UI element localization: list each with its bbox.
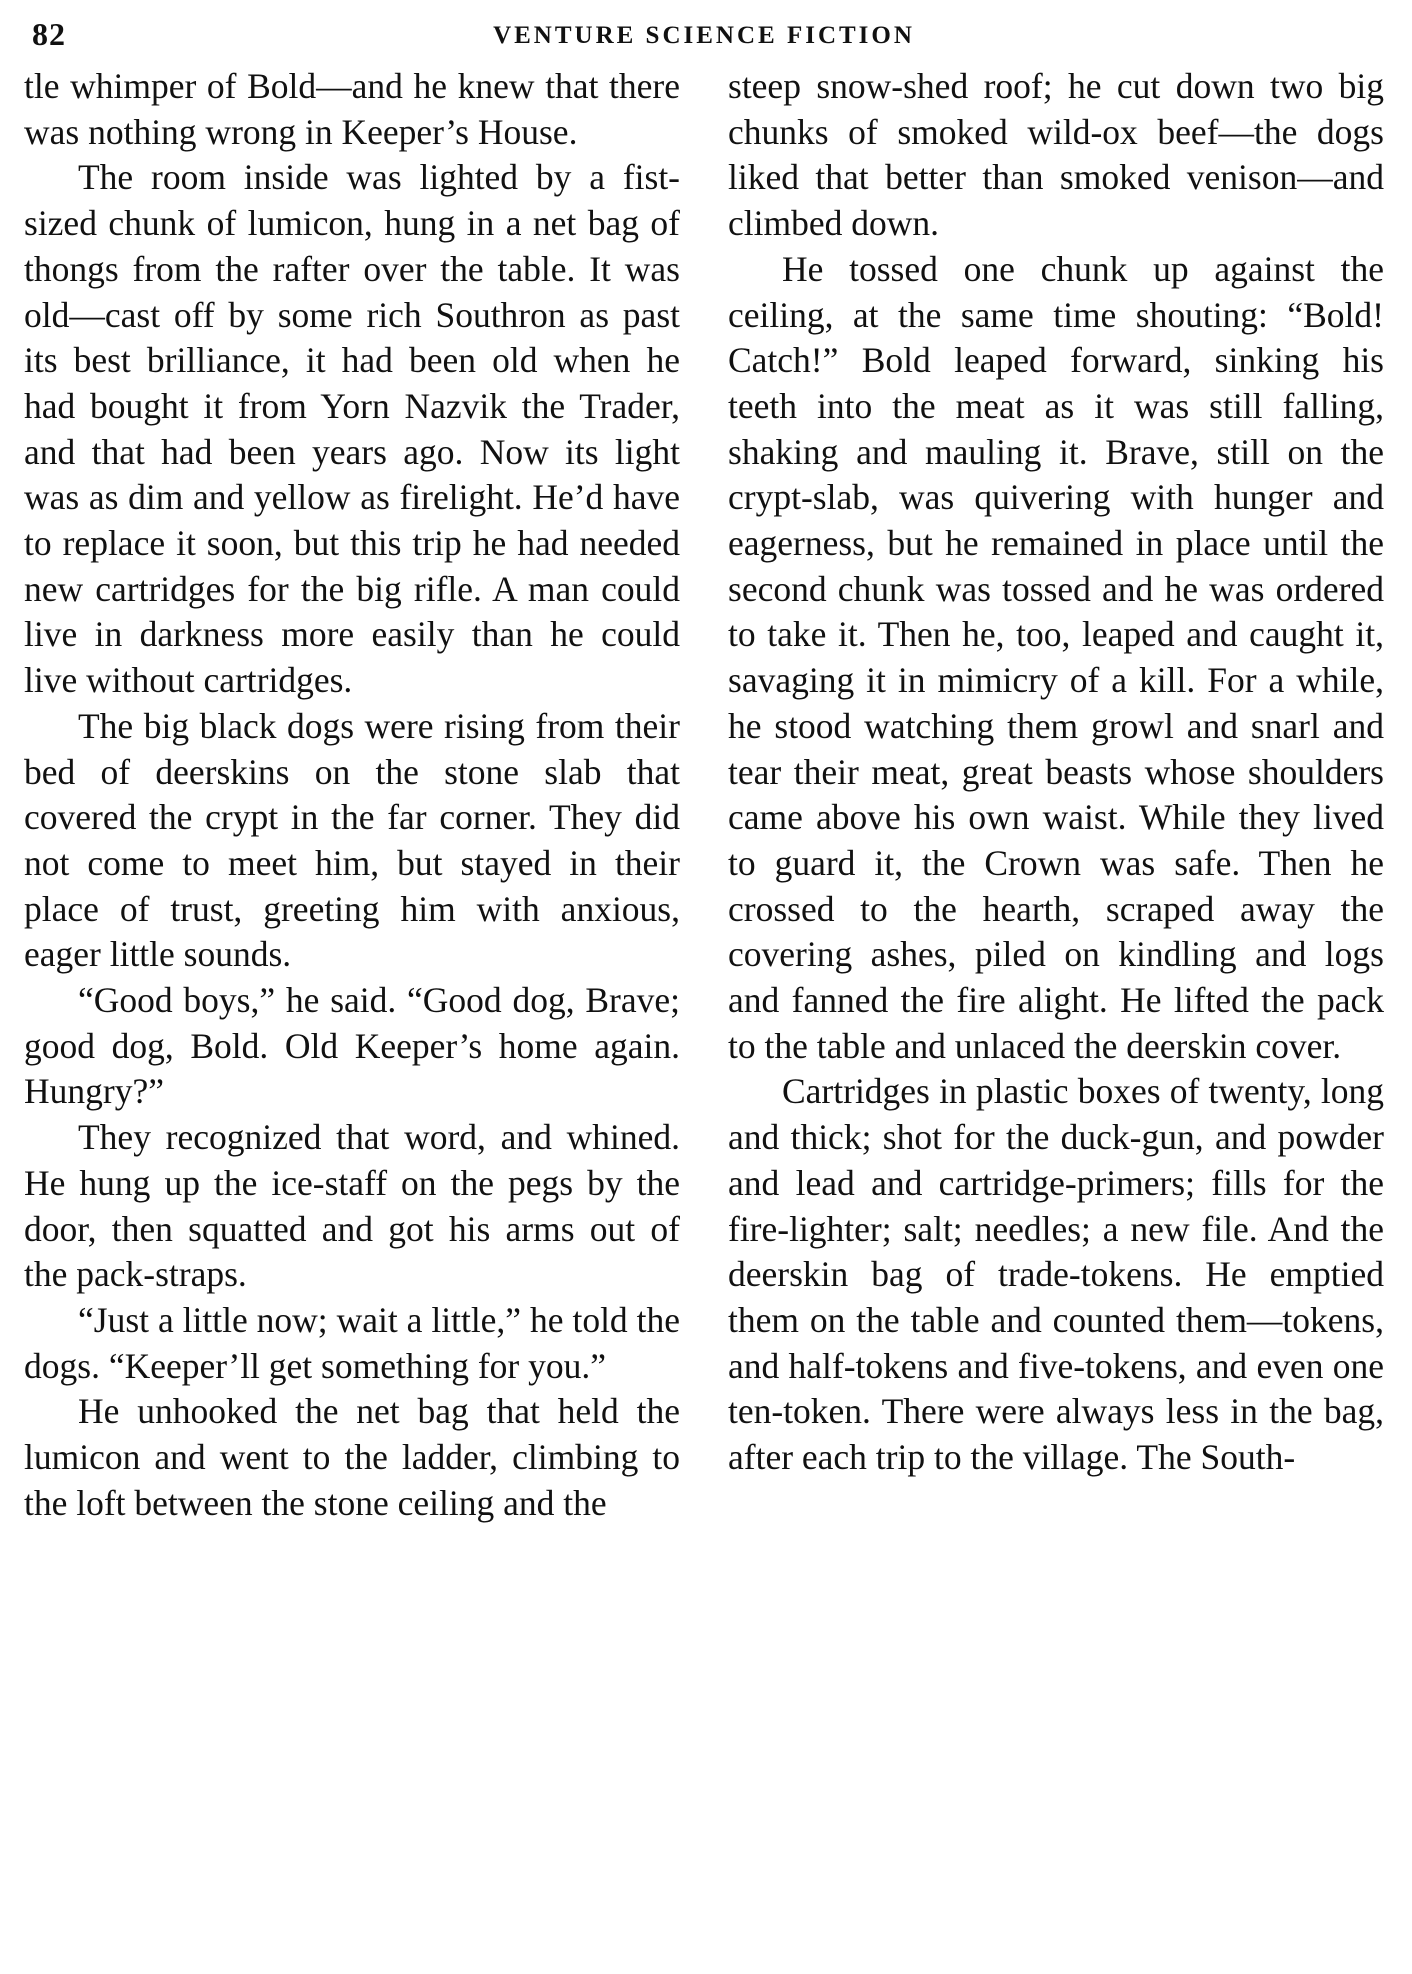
paragraph: “Good boys,” he said. “Good dog, Brave; good dog, Bold. Old Keeper’s home again. Hungry?” <box>24 980 680 1112</box>
paragraph: Cartridges in plastic boxes of twenty, long and thick; shot for the duck-gun, and powder and lead and cartridge-primers; fills for the fire-lighter; salt; needles; a new file. And the deerskin bag of trade-tokens. He emptied them on the table and counted them—tokens, and half-tokens and five-tokens, and even one ten-token. There were always less in the bag, after each trip to the village. The South- <box>728 1071 1384 1478</box>
paragraph: tle whimper of Bold—and he knew that there was nothing wrong in Keeper’s House. <box>24 66 680 152</box>
paragraph: The big black dogs were rising from their bed of deerskins on the stone slab that covered the crypt in the far corner. They did not come to meet him, but stayed in their place of trust, greeting him with anxious, eager little sounds. <box>24 705 680 975</box>
paragraph: steep snow-shed roof; he cut down two big chunks of smoked wild-ox beef—the dogs liked that better than smoked venison—and climbed down. <box>728 66 1384 244</box>
paragraph: He unhooked the net bag that held the lumicon and went to the ladder, climbing to the loft between the stone ceiling and the <box>24 1391 680 1523</box>
page-number: 82 <box>32 16 66 52</box>
paragraph: “Just a little now; wait a little,” he told the dogs. “Keeper’ll get something for you.” <box>24 1299 680 1386</box>
left-column <box>24 64 680 1527</box>
page-header <box>24 10 1384 60</box>
paragraph: He tossed one chunk up against the ceiling, at the same time shouting: “Bold! Catch!” Bold leaped forward, sinking his teeth into the meat as it was still falling, shaking and mauling it. Brave, still on the crypt-slab, was quivering with hunger and eagerness, but he remained in place until the second chunk was tossed and he was ordered to take it. Then he, too, leaped and caught it, savaging it in mimicry of a kill. For a while, he stood watching them growl and snarl and tear their meat, great beasts whose shoulders came above his own waist. While they lived to guard it, the Crown was safe. Then he crossed to the hearth, scraped away the covering ashes, piled on kindling and logs and fanned the fire alight. He lifted the pack to the table and unlaced the deerskin cover. <box>728 248 1384 1066</box>
right-column <box>728 64 1384 1481</box>
paragraph: They recognized that word, and whined. He hung up the ice-staff on the pegs by the door, then squatted and got his arms out of the pack-straps. <box>24 1117 680 1295</box>
running-title: VENTURE SCIENCE FICTION <box>493 22 915 49</box>
paragraph: The room inside was lighted by a fist-sized chunk of lumicon, hung in a net bag of thongs from the rafter over the table. It was old—cast off by some rich Southron as past its best brilliance, it had been old when he had bought it from Yorn Nazvik the Trader, and that had been years ago. Now its light was as dim and yellow as firelight. He’d have to replace it soon, but this trip he had needed new cartridges for the big rifle. A man could live in darkness more easily than he could live without cartridges. <box>24 157 680 701</box>
